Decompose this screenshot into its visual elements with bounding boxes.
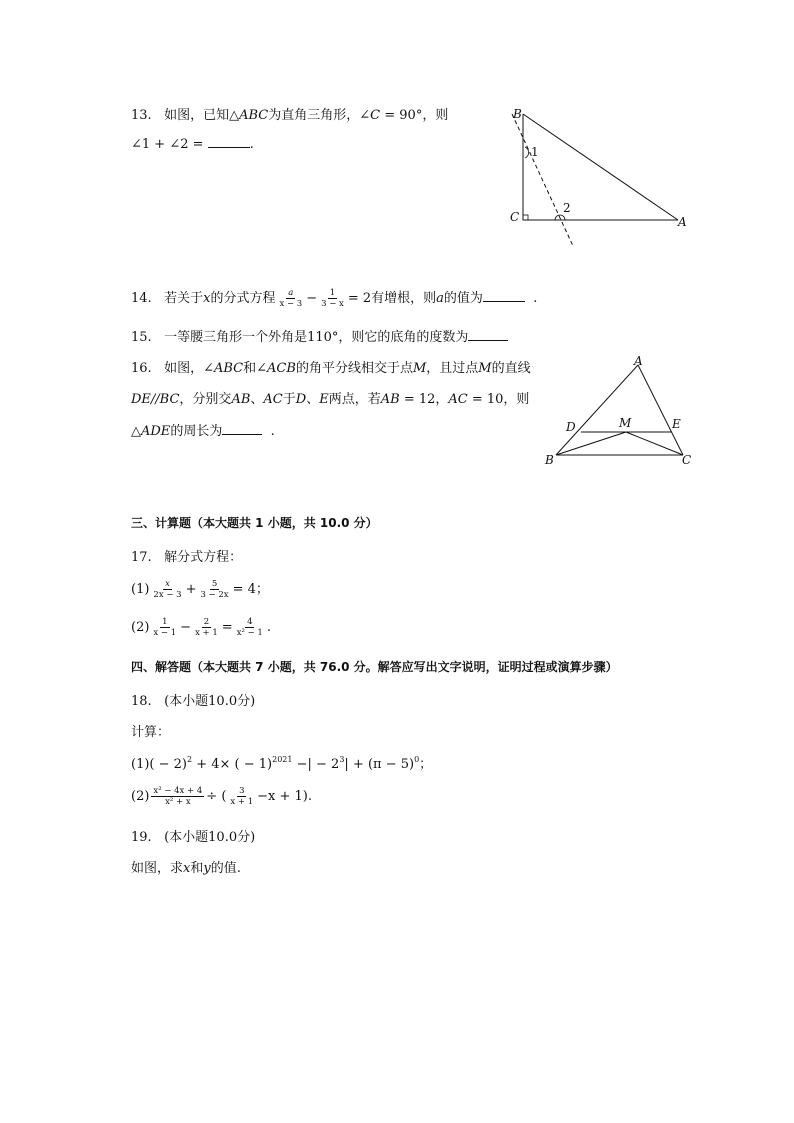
q17-p1-eq: = 4； xyxy=(232,582,269,597)
triangle-abc-lines xyxy=(523,114,678,220)
q18-part2 xyxy=(131,786,312,807)
q16-l2d: 、 xyxy=(250,392,264,407)
q17-p2-frac2: $\frac{2}{x + 1}$ xyxy=(195,617,218,638)
q17-p2-eq: = xyxy=(221,620,233,635)
q13-number: 13. xyxy=(131,108,152,123)
q18-p1d: | + (π − 5) xyxy=(344,757,415,772)
q14-pre: 若关于 xyxy=(164,291,204,306)
q13-line2 xyxy=(131,135,254,152)
q13-abc: ABC xyxy=(239,108,269,123)
q13-answer-blank[interactable] xyxy=(208,135,250,148)
q19-c: 的值. xyxy=(210,861,241,876)
q18-p2-frac2: $\frac{3}{x + 1}$ xyxy=(230,786,254,807)
section-3-heading: 三、计算题（本大题共 1 小题，共 10.0 分） xyxy=(131,516,378,530)
q18-p1c: −| − 2 xyxy=(292,757,340,772)
q16-l1a: 如图， xyxy=(164,361,204,376)
q13-text-a: 如图，已知 xyxy=(164,108,230,123)
q16-number: 16. xyxy=(131,361,152,376)
q19-number: 19. xyxy=(131,830,152,845)
q14-mid: 的分式方程 xyxy=(210,291,276,306)
q19-text xyxy=(131,857,241,876)
q16-answer-blank[interactable] xyxy=(222,422,262,435)
q18-p1e: ； xyxy=(419,757,433,772)
q14-line xyxy=(131,287,537,309)
label-D: D xyxy=(566,420,576,434)
q13-end: . xyxy=(249,137,254,152)
section-4-heading: 四、解答题（本大题共 7 小题，共 76.0 分。解答应写出文字说明，证明过程或演算步骤） xyxy=(131,660,618,674)
q17-p2-frac3: $\frac{4}{\text{x² − 1}}$ xyxy=(236,617,263,638)
q13-text-b: 为直角三角形， xyxy=(268,108,360,123)
q18-p1a: (1)( − 2) xyxy=(131,757,187,772)
q14-fraction-1: $\frac{a}{x - 3}$ xyxy=(279,288,303,309)
label-angle-2: 2 xyxy=(563,201,571,215)
q17-part2 xyxy=(131,617,271,638)
q18-header xyxy=(131,690,255,709)
q16-l1i: 的直线 xyxy=(491,361,531,376)
q14-fraction-2: $\frac{1}{3 - x}$ xyxy=(321,288,344,309)
q16-l1c: 和 xyxy=(243,361,257,376)
q16-ade: ADE xyxy=(141,424,171,439)
q15-number: 15. xyxy=(131,330,152,345)
q16-l3c: 的周长为 xyxy=(170,424,223,439)
q18-score: (本小题10.0分) xyxy=(164,694,256,709)
q16-line1 xyxy=(131,357,531,376)
q13-angle-sum: ∠1 + ∠2 = xyxy=(131,137,204,152)
q19-a: 如图，求 xyxy=(131,861,184,876)
q16-ab2: AB xyxy=(380,392,400,407)
q16-de-parallel-bc: DE//BC xyxy=(131,392,180,407)
figure-right-triangle xyxy=(500,100,700,255)
q16-e: E xyxy=(319,392,329,407)
q16-line2 xyxy=(131,388,529,407)
q16-triangle-symbol: △ xyxy=(131,424,141,439)
q15-line xyxy=(131,326,508,345)
q16-l1e: 的角平分线相交于点 xyxy=(295,361,413,376)
q16-line3 xyxy=(131,420,275,439)
label-angle-1: 1 xyxy=(531,145,539,159)
q17-plus: + xyxy=(185,582,197,597)
q16-point-m2: M xyxy=(478,361,492,376)
figure-angle-bisectors xyxy=(538,352,698,470)
q16-point-m: M xyxy=(412,361,427,376)
q16-l2j: 两点，若 xyxy=(328,392,381,407)
q16-l1g: ，且过点 xyxy=(426,361,479,376)
q16-d: D xyxy=(295,392,307,407)
triangle-abc-outline xyxy=(556,365,683,455)
q18-p2c: −x + 1). xyxy=(257,789,312,804)
q13-angle-symbol: ∠ xyxy=(359,108,371,123)
label-A2: A xyxy=(634,354,643,368)
q16-end: . xyxy=(270,424,275,439)
q16-angle-acb: ∠ACB xyxy=(256,361,296,376)
q18-part1 xyxy=(131,753,432,772)
label-A: A xyxy=(678,215,687,229)
label-M: M xyxy=(619,416,632,430)
q14-eq: = 2有增根，则 xyxy=(347,291,437,306)
q18-p1b: + 4× ( − 1) xyxy=(192,757,273,772)
q16-l2f: 于 xyxy=(282,392,296,407)
q14-answer-blank[interactable] xyxy=(483,289,525,302)
q17-p1-frac2: $\frac{5}{3 - 2x}$ xyxy=(200,579,229,600)
q15-text: 一等腰三角形一个外角是110°，则它的底角的度数为 xyxy=(164,330,469,345)
q14-a: a xyxy=(436,291,444,306)
q14-number: 14. xyxy=(131,291,152,306)
q14-end: . xyxy=(533,291,538,306)
dashed-transversal xyxy=(512,114,573,246)
label-C: C xyxy=(510,210,520,224)
q16-l2n: = 10，则 xyxy=(467,392,530,407)
label-B: B xyxy=(513,107,522,121)
q18-p1-exp1: 2 xyxy=(187,755,193,764)
segment-cm xyxy=(626,432,683,455)
q17-minus: − xyxy=(180,620,192,635)
right-angle-mark xyxy=(523,215,528,220)
q18-p2-label: (2) xyxy=(131,789,150,804)
q13-eq90: = 90°，则 xyxy=(380,108,449,123)
q18-p2-frac1: $\frac{\text{x² − 4x + 4}}{\text{x² + x}}$ xyxy=(153,786,203,807)
q19-header xyxy=(131,826,255,845)
q14-post: 的值为 xyxy=(443,291,483,306)
q13-triangle-symbol: △ xyxy=(229,108,240,123)
q17-p2-label: (2) xyxy=(131,620,150,635)
q17-p1-frac1: $\frac{x}{2x - 3}$ xyxy=(153,579,182,600)
q17-text: 解分式方程： xyxy=(164,550,243,565)
q17-p2-end: . xyxy=(266,620,271,635)
q17-part1 xyxy=(131,578,269,600)
q18-p1-exp3: 3 xyxy=(339,755,345,764)
q17-number: 17. xyxy=(131,550,152,565)
label-B2: B xyxy=(545,453,554,467)
q17-p2-frac1: $\frac{1}{x - 1}$ xyxy=(153,617,177,638)
q18-text: 计算： xyxy=(131,725,171,740)
q19-y: y xyxy=(203,861,211,876)
q16-angle-abc: ∠ABC xyxy=(203,361,244,376)
q19-b: 和 xyxy=(190,861,204,876)
q17-p1-label: (1) xyxy=(131,582,150,597)
label-C2: C xyxy=(682,453,692,467)
q16-l2l: = 12， xyxy=(399,392,449,407)
q18-p1-exp2: 2021 xyxy=(272,755,293,764)
q13-c: C xyxy=(370,108,381,123)
q18-p1-exp4: 0 xyxy=(414,755,420,764)
q19-score: (本小题10.0分) xyxy=(164,830,256,845)
q16-ac2: AC xyxy=(448,392,468,407)
q16-l2b: ，分别交 xyxy=(179,392,232,407)
q14-minus: − xyxy=(306,291,318,306)
q18-p2b: ÷ ( xyxy=(206,789,227,804)
q18-number: 18. xyxy=(131,694,152,709)
q16-l2h: 、 xyxy=(306,392,320,407)
q13-line1 xyxy=(131,104,448,123)
q19-x: x xyxy=(183,861,191,876)
q14-x: x xyxy=(203,291,211,306)
q16-ac: AC xyxy=(263,392,283,407)
q16-ab: AB xyxy=(231,392,251,407)
q17-header xyxy=(131,546,242,565)
label-E: E xyxy=(672,417,681,431)
q15-answer-blank[interactable] xyxy=(468,328,508,341)
